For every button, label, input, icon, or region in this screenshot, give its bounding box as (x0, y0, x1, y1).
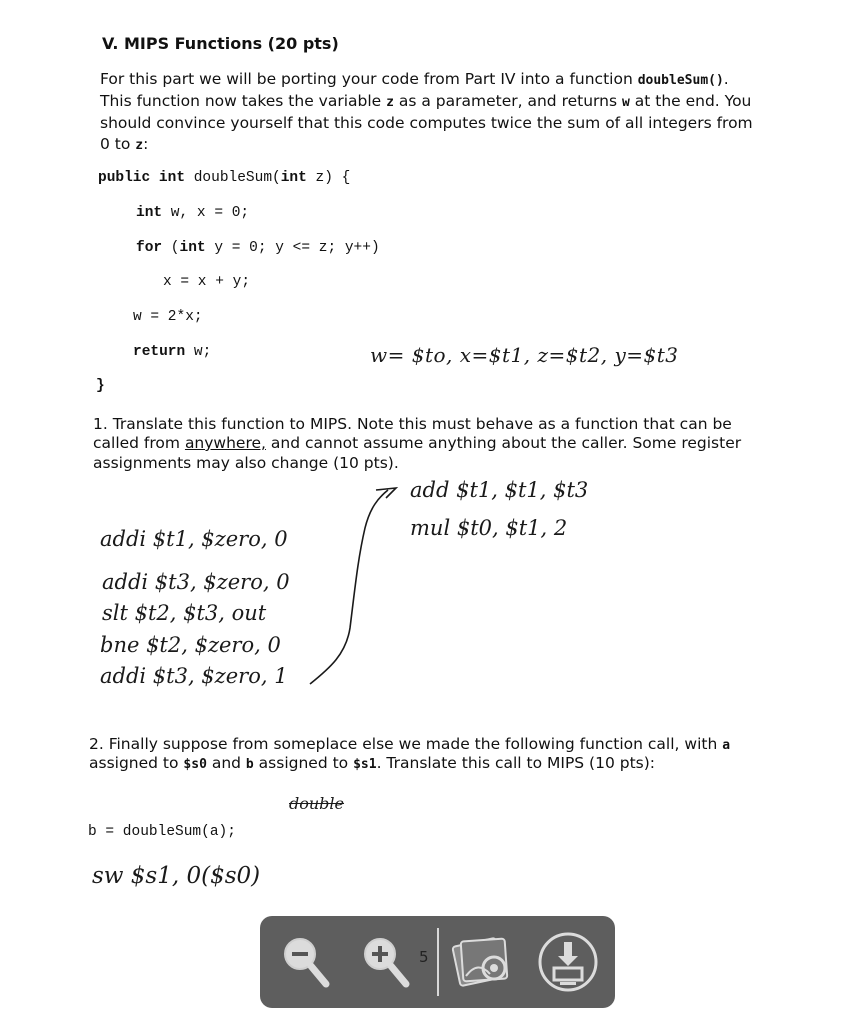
q2-text: assigned to (89, 754, 184, 772)
intro-line-4 (100, 134, 148, 156)
q2-text: assigned to (253, 754, 354, 772)
zoom-out-button[interactable] (274, 930, 338, 994)
download-icon (536, 930, 600, 994)
code-keyword: int (280, 170, 307, 186)
intro-text: 0 to (100, 135, 136, 153)
code-line-7: } (96, 378, 105, 394)
q1-line-2 (93, 433, 741, 454)
q1-text: called from (93, 434, 185, 452)
asm-left-line: addi $t1, $zero, 0 (100, 527, 288, 551)
intro-text: : (143, 135, 149, 153)
asm-right-line: add $t1, $t1, $t3 (410, 478, 589, 502)
code-keyword: for (136, 240, 163, 256)
code-keyword: public int (98, 170, 186, 186)
function-name: doubleSum() (637, 73, 724, 88)
asm-right-line: mul $t0, $t1, 2 (410, 516, 568, 540)
intro-line-2 (100, 91, 751, 113)
zoom-in-button[interactable] (354, 930, 418, 994)
zoom-in-icon (354, 930, 418, 994)
var-w: w (621, 95, 630, 110)
intro-text: . (723, 70, 729, 88)
toolbar-divider (437, 928, 439, 996)
zoom-out-icon (274, 930, 338, 994)
struck-handwritten-word: double (289, 794, 345, 813)
code-text: y = 0; y <= z; y++) (205, 240, 380, 256)
photos-button[interactable] (448, 930, 512, 994)
code-line-6 (133, 344, 211, 360)
handwritten-arrow-icon (300, 478, 410, 694)
q1-line-3: assignments may also change (10 pts). (93, 454, 399, 472)
code-line-3 (136, 240, 380, 256)
code-text: w, x = 0; (162, 205, 250, 221)
intro-text: at the end. You (629, 92, 752, 110)
intro-text: This function now takes the variable (100, 92, 387, 110)
intro-text: For this part we will be porting your code from Part IV into a function (100, 70, 638, 88)
var-a: a (722, 738, 731, 753)
code-line-4: x = x + y; (163, 274, 251, 290)
q1-line-1: 1. Translate this function to MIPS. Note this must behave as a function that can be (93, 415, 732, 433)
viewer-toolbar (260, 916, 615, 1008)
function-call-code: b = doubleSum(a); (88, 824, 236, 840)
reg-s0: $s0 (183, 757, 207, 772)
code-line-5: w = 2*x; (133, 309, 203, 325)
asm-left-line: addi $t3, $zero, 1 (100, 664, 288, 688)
code-text: z) { (306, 170, 351, 186)
reg-s1: $s1 (353, 757, 377, 772)
handwritten-register-note: w= $to, x=$t1, z=$t2, y=$t3 (370, 343, 679, 367)
intro-line-3: should convince yourself that this code computes twice the sum of all integers from (100, 114, 753, 132)
save-button[interactable] (536, 930, 600, 994)
var-z: z (135, 138, 144, 153)
code-text: ( (162, 240, 180, 256)
code-line-2 (136, 205, 249, 221)
q1-underlined-word: anywhere, (184, 434, 266, 452)
code-line-1 (98, 170, 350, 186)
q2-line-2 (89, 753, 655, 775)
handwritten-answer-2: sw $s1, 0($s0) (92, 863, 261, 889)
q2-text: and (206, 754, 246, 772)
code-text: doubleSum( (185, 170, 281, 186)
q2-text: 2. Finally suppose from someplace else we made the following function call, with (89, 735, 723, 753)
code-text: w; (185, 344, 212, 360)
var-z: z (386, 95, 394, 110)
asm-left-line: bne $t2, $zero, 0 (100, 633, 281, 657)
page-number: 5 (419, 948, 429, 966)
asm-left-line: addi $t3, $zero, 0 (102, 570, 290, 594)
section-title: V. MIPS Functions (20 pts) (102, 34, 339, 53)
asm-left-line: slt $t2, $t3, out (102, 601, 267, 625)
photos-icon (448, 930, 518, 994)
code-keyword: int (136, 205, 163, 221)
var-b: b (245, 757, 254, 772)
intro-line-1 (100, 69, 729, 91)
q2-text: . Translate this call to MIPS (10 pts): (376, 754, 656, 772)
intro-text: as a parameter, and returns (393, 92, 622, 110)
code-keyword: return (133, 344, 186, 360)
q1-text: and cannot assume anything about the caller. Some register (265, 434, 742, 452)
code-keyword: int (179, 240, 206, 256)
